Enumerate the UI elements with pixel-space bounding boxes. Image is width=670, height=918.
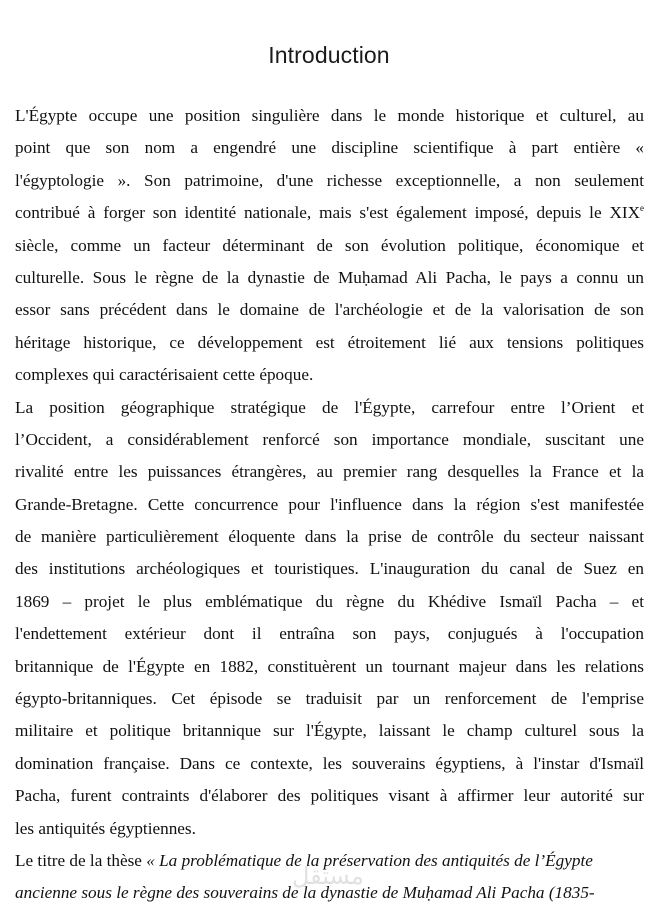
text-line: les antiquités égyptiennes. (15, 818, 196, 838)
text-line: l'endettement extérieur dont il entraîna son pays, conjugués à l'occupation (15, 624, 644, 644)
text-line: de manière particulièrement éloquente dans la prise de contrôle du secteur naissant (15, 527, 644, 547)
text-line: l'égyptologie ». Son patrimoine, d'une richesse exceptionnelle, a non seulement (15, 170, 644, 190)
text-line: égypto-britanniques. Cet épisode se traduisit par un renforcement de l'emprise (15, 689, 644, 709)
text-line: La position géographique stratégique de l'Égypte, carrefour entre l’Orient et (15, 397, 644, 417)
thesis-title-prefix: Le titre de la thèse (15, 850, 147, 870)
text-line: des institutions archéologiques et touristiques. L'inauguration du canal de Suez en (15, 559, 644, 579)
century-superscript: e (640, 203, 644, 214)
text-line: point que son nom a engendré une discipline scientifique à part entière « (15, 138, 644, 158)
text-line: Grande-Bretagne. Cette concurrence pour l'influence dans la région s'est manifestée (15, 494, 644, 514)
document-body (15, 100, 644, 910)
text-line-content: contribué à forger son identité nationale, mais s'est également imposé, depuis le XIX (15, 203, 640, 223)
text-line: 1869 – projet le plus emblématique du règne du Khédive Ismaïl Pacha – et (15, 591, 644, 611)
text-line-with-superscript (15, 197, 644, 229)
text-line: complexes qui caractérisaient cette époque. (15, 365, 314, 385)
text-line: héritage historique, ce développement est étroitement lié aux tensions politiques (15, 332, 644, 352)
text-line: siècle, comme un facteur déterminant de son évolution politique, économique et (15, 235, 644, 255)
paragraph-2 (15, 392, 644, 845)
paragraph-1 (15, 100, 644, 392)
text-line: rivalité entre les puissances étrangères, au premier rang desquelles la France et la (15, 462, 644, 482)
text-line: L'Égypte occupe une position singulière dans le monde historique et culturel, au (15, 106, 644, 125)
text-line: l’Occident, a considérablement renforcé son importance mondiale, suscitant une (15, 429, 644, 449)
watermark-logo: مستقل (292, 862, 364, 890)
page-title: Introduction (268, 42, 390, 68)
text-line: culturelle. Sous le règne de la dynastie de Muḥamad Ali Pacha, le pays a connu un (15, 267, 644, 287)
text-line: britannique de l'Égypte en 1882, constituèrent un tournant majeur dans les relations (15, 656, 644, 676)
thesis-title-italic: ancienne sous le règne des souverains de la dynastie de Muḥamad Ali Pacha (1835- (15, 883, 595, 903)
text-line: essor sans précédent dans le domaine de l'archéologie et de la valorisation de son (15, 300, 644, 320)
text-line: militaire et politique britannique sur l'Égypte, laissant le champ culturel sous la (15, 721, 644, 741)
thesis-title-italic: « La problématique de la préservation des antiquités de l’Égypte (146, 850, 593, 870)
text-line: domination française. Dans ce contexte, les souverains égyptiens, à l'instar d'Ismaïl (15, 753, 644, 773)
text-line: Pacha, furent contraints d'élaborer des politiques visant à affirmer leur autorité sur (15, 786, 644, 806)
